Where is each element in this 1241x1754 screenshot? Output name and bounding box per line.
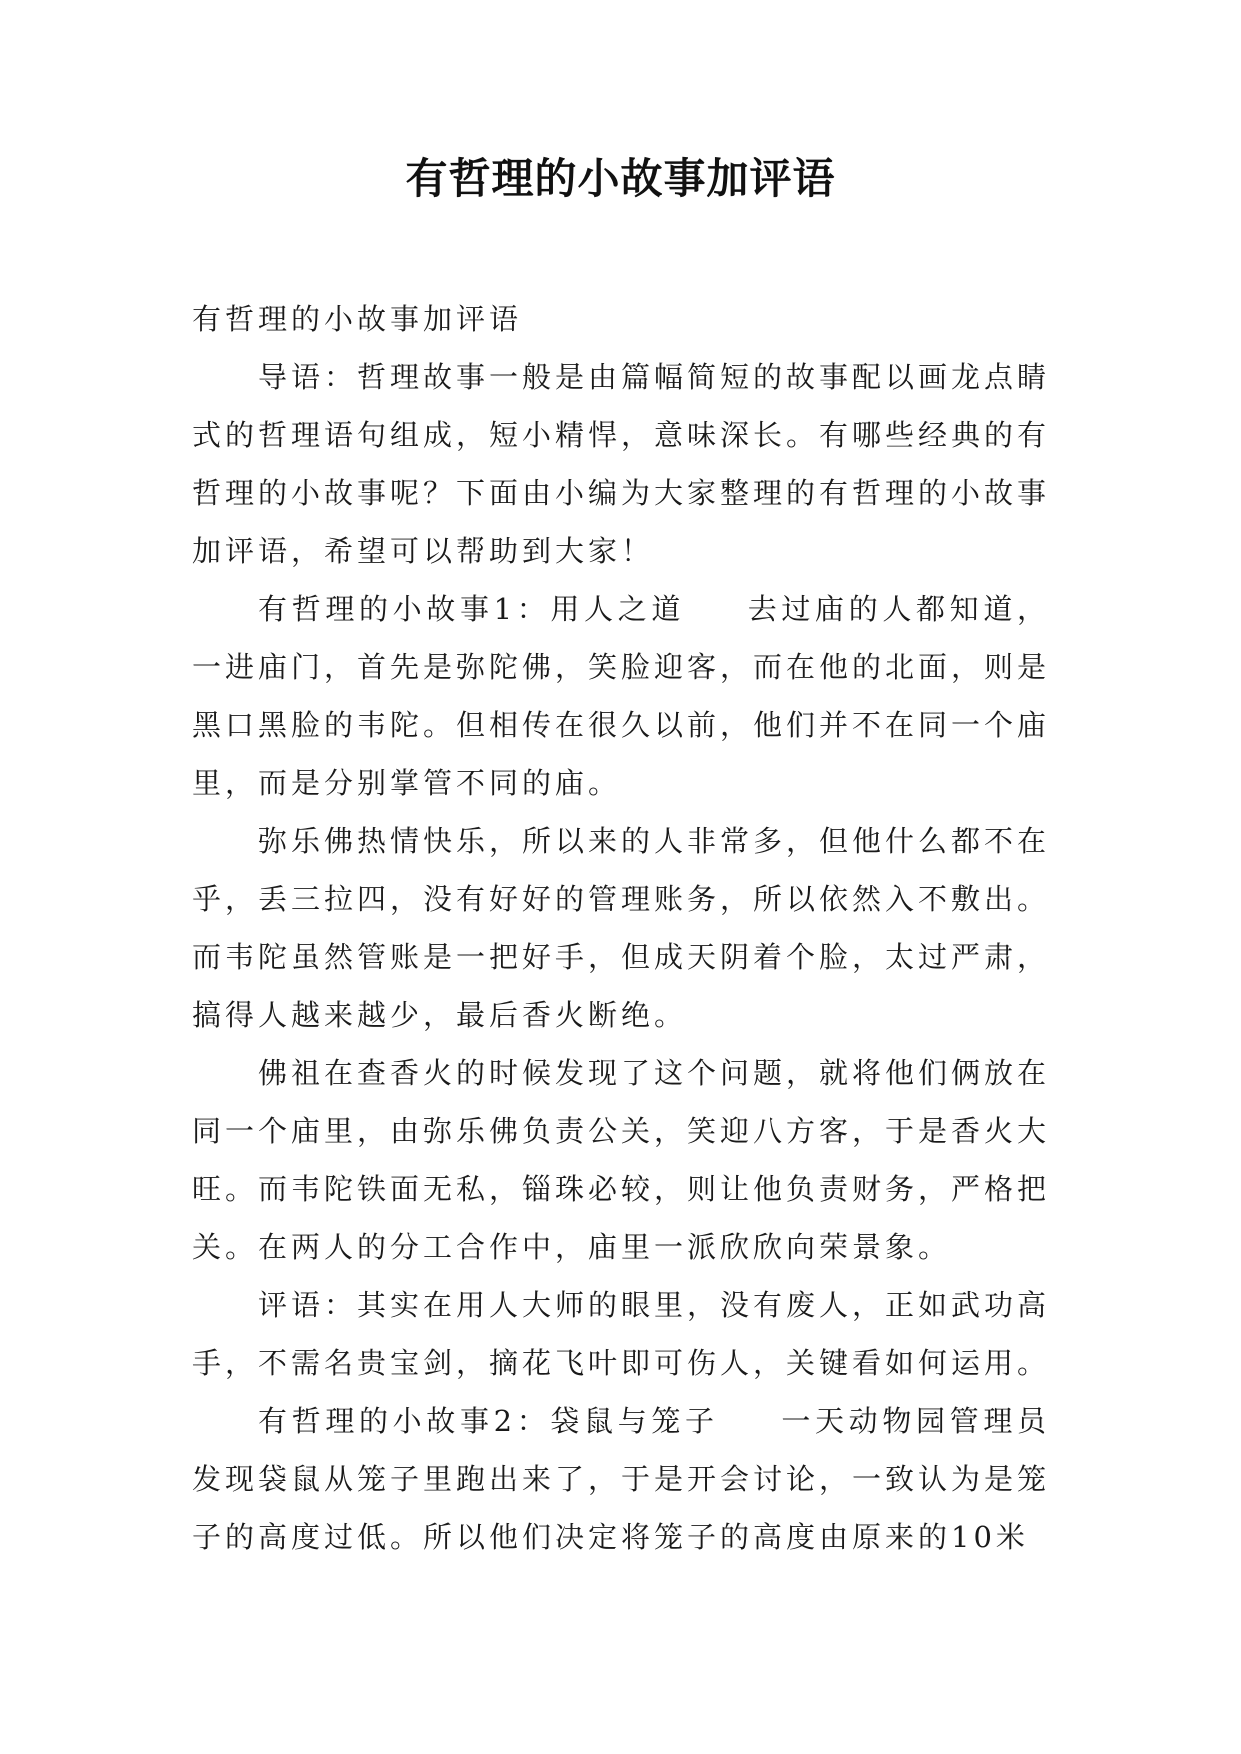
story2-first-paragraph <box>192 1392 1050 1566</box>
document-subtitle: 有哲理的小故事加评语 <box>192 302 523 336</box>
story2-paragraph-1: 一天动物园管理员发现袋鼠从笼子里跑出来了，于是开会讨论，一致认为是笼子的高度过低。所以他们决定将笼子的高度由原来的10米 <box>192 1404 1051 1554</box>
document-title: 有哲理的小故事加评语 <box>405 154 836 203</box>
story1-heading: 有哲理的小故事1：用人之道 <box>258 592 686 626</box>
story1-paragraph-2: 弥乐佛热情快乐，所以来的人非常多，但他什么都不在乎，丢三拉四，没有好好的管理账务，所以依然入不敷出。而韦陀虽然管账是一把好手，但成天阴着个脸，太过严肃，搞得人越来越少，最后香火断绝。 <box>192 824 1051 1032</box>
story1-first-paragraph <box>192 580 1050 812</box>
document-body <box>192 290 1050 1566</box>
intro-paragraph: 导语：哲理故事一般是由篇幅简短的故事配以画龙点睛式的哲理语句组成，短小精悍，意味深长。有哪些经典的有哲理的小故事呢？下面由小编为大家整理的有哲理的小故事加评语，希望可以帮助到大家！ <box>192 360 1051 568</box>
story2-heading: 有哲理的小故事2：袋鼠与笼子 <box>258 1404 719 1438</box>
story1-paragraph-3: 佛祖在查香火的时候发现了这个问题，就将他们俩放在同一个庙里，由弥乐佛负责公关，笑迎八方客，于是香火大旺。而韦陀铁面无私，锱珠必较，则让他负责财务，严格把关。在两人的分工合作中，庙里一派欣欣向荣景象。 <box>192 1056 1051 1264</box>
story1-paragraph-1: 去过庙的人都知道，一进庙门，首先是弥陀佛，笑脸迎客，而在他的北面，则是黑口黑脸的韦陀。但相传在很久以前，他们并不在同一个庙里，而是分别掌管不同的庙。 <box>192 592 1051 800</box>
story1-comment: 评语：其实在用人大师的眼里，没有废人，正如武功高手，不需名贵宝剑，摘花飞叶即可伤人，关键看如何运用。 <box>192 1288 1051 1380</box>
